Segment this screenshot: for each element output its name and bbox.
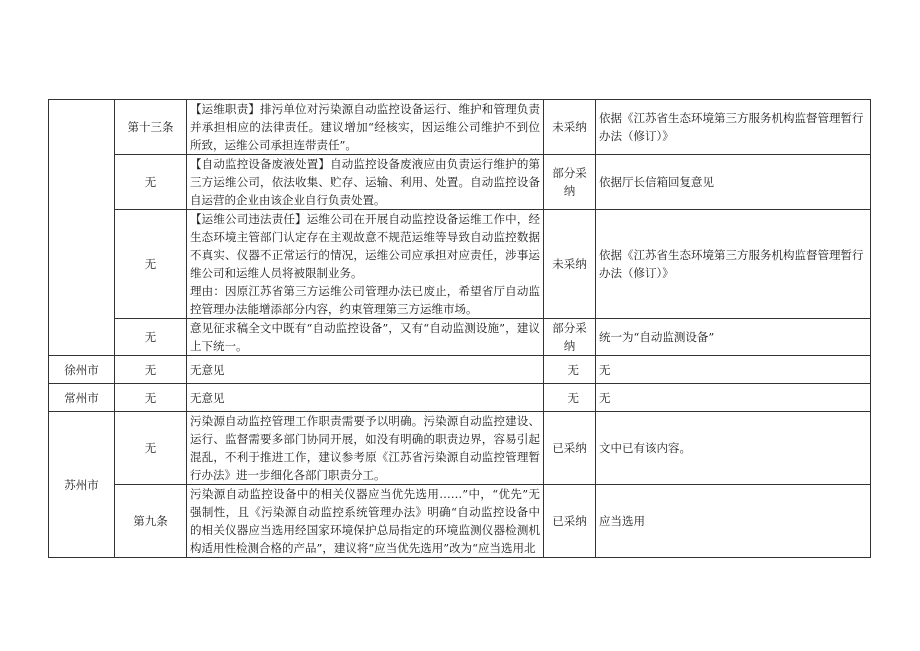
article-cell: 无 [115,319,187,356]
opinion-cell: 意见征求稿全文中既有“自动监控设备”，又有“自动监测设施”，建议上下统一。 [187,319,544,356]
feedback-table [48,99,871,558]
article-cell: 无 [115,155,187,210]
table-row [49,356,871,384]
article-cell: 第九条 [115,485,187,558]
opinion-text: 【运维公司违法责任】运维公司在开展自动监控设备运维工作中，经生态环境主管部门认定存在主观故意不规范运维等导致自动监控数据不真实、仪器不正常运行的情况，运维公司应承担对应责任，涉事运维公司和运维人员将被限制业务。 [190,212,540,280]
table-row [49,485,871,558]
table-row [49,384,871,412]
table-row [49,155,871,210]
opinion-cell: 污染源自动监控设备中的相关仪器应当优先选用……”中，“优先”无强制性，且《污染源自动监控系统管理办法》明确“自动监控设备中的相关仪器应当选用经国家环境保护总局指定的环境监测仪器检测机构适用性检测合格的产品”，建议将“应当优先选用”改为“应当选用北 [187,485,544,558]
opinion-cell: 【运维职责】排污单位对污染源自动监控设备运行、维护和管理负责并承担相应的法律责任。建议增加“经核实，因运维公司维护不到位所致，运维公司承担连带责任”。 [187,100,544,155]
status-cell: 无 [544,384,596,412]
opinion-cell: 【自动监控设备废液处置】自动监控设备废液应由负责运行维护的第三方运维公司，依法收集、贮存、运输、利用、处置。自动监控设备自运营的企业由该企业自行负责处置。 [187,155,544,210]
article-cell: 第十三条 [115,100,187,155]
table-row [49,100,871,155]
status-cell: 未采纳 [544,100,596,155]
opinion-cell: 无意见 [187,384,544,412]
table-row [49,319,871,356]
article-cell: 无 [115,356,187,384]
status-cell: 已采纳 [544,412,596,485]
status-cell: 无 [544,356,596,384]
status-cell: 部分采纳 [544,319,596,356]
reason-cell: 文中已有该内容。 [596,412,871,485]
region-cell: 常州市 [49,384,115,412]
region-cell: 苏州市 [49,412,115,558]
reason-cell: 无 [596,356,871,384]
reason-cell: 依据厅长信箱回复意见 [596,155,871,210]
opinion-cell [187,210,544,319]
status-cell: 部分采纳 [544,155,596,210]
article-cell: 无 [115,384,187,412]
opinion-cell: 无意见 [187,356,544,384]
reason-cell: 依据《江苏省生态环境第三方服务机构监督管理暂行办法（修订）》 [596,100,871,155]
table-row [49,412,871,485]
article-cell: 无 [115,412,187,485]
reason-cell: 依据《江苏省生态环境第三方服务机构监督管理暂行办法（修订）》 [596,210,871,319]
status-cell: 已采纳 [544,485,596,558]
status-cell: 未采纳 [544,210,596,319]
article-cell: 无 [115,210,187,319]
table-row [49,210,871,319]
region-cell: 徐州市 [49,356,115,384]
opinion-cell: 污染源自动监控管理工作职责需要予以明确。污染源自动监控建设、运行、监督需要多部门协同开展，如没有明确的职责边界，容易引起混乱，不利于推进工作，建议参考原《江苏省污染源自动监控管理暂行办法》进一步细化各部门职责分工。 [187,412,544,485]
reason-cell: 统一为“自动监测设备” [596,319,871,356]
reason-cell: 应当选用 [596,485,871,558]
reason-cell: 无 [596,384,871,412]
opinion-reason-text: 理由：因原江苏省第三方运维公司管理办法已废止，希望省厅自动监控管理办法能增添部分内容，约束管理第三方运维市场。 [190,284,540,316]
region-cell [49,100,115,356]
